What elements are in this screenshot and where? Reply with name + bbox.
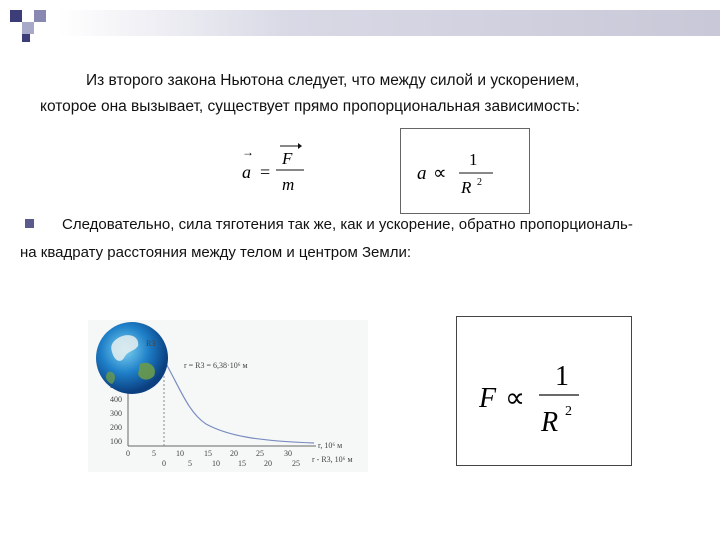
earth-globe-icon <box>96 322 168 394</box>
y-tick: 100 <box>110 437 122 446</box>
intro-line-2: которое она вызывает, существует прямо пропорциональная зависимость: <box>40 98 580 115</box>
formula-force <box>457 317 631 465</box>
x-tick: 30 <box>284 449 292 458</box>
gravity-graph <box>88 320 368 472</box>
radius-label: r = R3 = 6,38·10⁶ м <box>184 361 248 370</box>
intro-paragraph <box>40 68 710 120</box>
formula-accel-lhs: a <box>417 163 427 184</box>
header-band <box>58 10 720 36</box>
x-axis-label-2: r - R3, 10⁶ м <box>312 455 353 464</box>
x-tick: 5 <box>152 449 156 458</box>
gravity-graph-image <box>88 320 368 472</box>
formula-accel-exp: 2 <box>477 177 482 188</box>
formula-force-lhs: F <box>479 383 497 414</box>
formula-force-den: R <box>541 407 559 438</box>
x-axis-label: r, 10⁶ м <box>318 441 343 450</box>
formula-force-exp: 2 <box>565 404 572 419</box>
deco-square-dark <box>10 10 22 22</box>
formula-newton-lhs: a <box>242 162 251 182</box>
formula-accel-box <box>400 128 530 214</box>
formula-force-prop: ∝ <box>505 383 526 414</box>
formula-newton <box>236 142 316 198</box>
gravity-curve <box>164 360 314 443</box>
intro-line-1: Из второго закона Ньютона следует, что между силой и ускорением, <box>86 72 580 89</box>
svg-text:→: → <box>242 145 254 159</box>
deco-square-small <box>22 34 30 42</box>
formula-accel-prop: ∝ <box>433 163 447 184</box>
x-tick: 0 <box>126 449 130 458</box>
deco-square-light <box>22 22 34 34</box>
conclusion-paragraph <box>20 211 710 267</box>
x-tick: 20 <box>230 449 238 458</box>
formula-force-num: 1 <box>555 361 569 392</box>
y-tick: 300 <box>110 409 122 418</box>
formula-accel-num: 1 <box>469 150 478 169</box>
formula-newton-eq: = <box>260 162 271 182</box>
deco-square-mid <box>34 10 46 22</box>
x-tick: 25 <box>256 449 264 458</box>
x-tick: 10 <box>176 449 184 458</box>
x-tick: 15 <box>238 459 246 468</box>
conclusion-line-2: на квадрату расстояния между телом и центром Земли: <box>20 244 411 261</box>
x-tick: 20 <box>264 459 272 468</box>
formula-accel <box>401 129 529 213</box>
x-tick: 5 <box>188 459 192 468</box>
x-tick: 10 <box>212 459 220 468</box>
formula-force-box <box>456 316 632 466</box>
earth-label: R3 <box>146 339 156 348</box>
x-tick: 25 <box>292 459 300 468</box>
y-tick: 200 <box>110 423 122 432</box>
x-tick: 15 <box>204 449 212 458</box>
formula-newton-num: F <box>282 149 293 168</box>
y-tick: 400 <box>110 395 122 404</box>
conclusion-line-1: Следовательно, сила тяготения так же, как и ускорение, обратно пропорциональ- <box>62 216 633 233</box>
x-tick: 0 <box>162 459 166 468</box>
formula-newton-den: m <box>282 175 295 194</box>
formula-accel-den: R <box>461 178 472 197</box>
